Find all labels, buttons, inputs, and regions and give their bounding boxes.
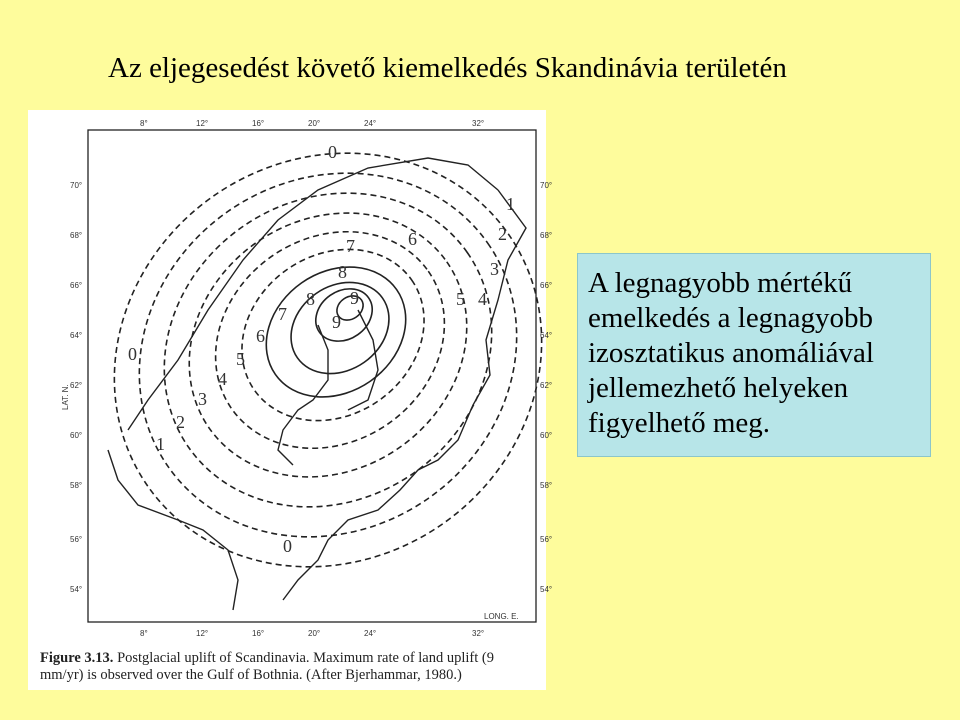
contour-label: 9	[332, 312, 341, 332]
coastline	[108, 158, 526, 610]
lat-tick: 64°	[540, 331, 553, 340]
contour-label: 2	[176, 412, 185, 432]
slide-title: Az eljegesedést követő kiemelkedés Skandinávia területén	[108, 52, 787, 84]
callout-line: A legnagyobb mértékű	[588, 267, 853, 299]
latitude-ticks-left	[70, 181, 82, 594]
contour-label: 0	[128, 344, 137, 364]
lon-tick: 8°	[140, 629, 148, 638]
map-frame	[88, 130, 536, 622]
contour-label: 6	[408, 229, 417, 249]
figure-caption	[40, 650, 540, 684]
contour-3	[138, 159, 519, 530]
contour-label: 7	[346, 236, 355, 256]
lon-tick: 32°	[472, 119, 485, 128]
lon-tick: 24°	[364, 629, 377, 638]
lon-tick: 8°	[140, 119, 148, 128]
contour-label: 0	[283, 536, 292, 556]
lat-tick: 66°	[540, 281, 553, 290]
lat-tick: 66°	[70, 281, 83, 290]
lat-tick: 62°	[540, 381, 553, 390]
lat-tick: 68°	[540, 231, 553, 240]
contour-label: 5	[236, 349, 245, 369]
lat-tick: 62°	[70, 381, 83, 390]
lon-tick: 32°	[472, 629, 485, 638]
contour-label: 4	[478, 289, 487, 309]
lat-tick: 58°	[540, 481, 553, 490]
contour-label: 9	[350, 288, 359, 308]
callout-line: izosztatikus anomáliával	[588, 337, 874, 369]
callout-line: jellemezhető helyeken	[588, 372, 849, 404]
lat-tick: 64°	[70, 331, 83, 340]
callout-text	[588, 266, 874, 441]
contour-label: 1	[156, 434, 165, 454]
caption-text: Postglacial uplift of Scandinavia. Maximum rate of land uplift (9 mm/yr) is observed over the Gulf of Bothnia. (After Bjerhammar, 1980.)	[40, 650, 494, 683]
callout-line: emelkedés a legnagyobb	[588, 302, 874, 334]
contour-8	[306, 278, 383, 352]
callout-line: figyelhető meg.	[588, 407, 771, 439]
contour-label: 5	[456, 289, 465, 309]
lat-tick: 58°	[70, 481, 83, 490]
contour-label: 3	[198, 389, 207, 409]
lat-tick: 60°	[70, 431, 83, 440]
lon-tick: 24°	[364, 119, 377, 128]
contour-label: 8	[306, 289, 315, 309]
longitude-ticks-top	[140, 119, 484, 128]
contour-label: 0	[328, 142, 337, 162]
lat-tick: 54°	[540, 585, 553, 594]
contour-labels	[128, 142, 515, 556]
contour-label: 4	[218, 369, 227, 389]
lat-tick: 56°	[540, 535, 553, 544]
uplift-map	[28, 110, 553, 650]
contour-label: 8	[338, 262, 347, 282]
lon-tick: 20°	[308, 119, 321, 128]
contour-6	[241, 240, 431, 423]
lat-axis-label: LAT. N.	[61, 384, 70, 410]
contour-label: 7	[278, 304, 287, 324]
contour-label: 6	[256, 326, 265, 346]
latitude-ticks-right	[540, 181, 552, 594]
lat-tick: 70°	[70, 181, 83, 190]
contour-label: 2	[498, 224, 507, 244]
contour-label: 1	[506, 194, 515, 214]
uplift-contours-solid	[241, 240, 431, 423]
contour-label: 3	[490, 259, 499, 279]
lon-tick: 12°	[196, 119, 209, 128]
uplift-map-figure	[28, 110, 553, 690]
lon-tick: 20°	[308, 629, 321, 638]
lat-tick: 56°	[70, 535, 83, 544]
lon-tick: 16°	[252, 119, 265, 128]
lat-tick: 60°	[540, 431, 553, 440]
lon-tick: 16°	[252, 629, 265, 638]
lon-tick: 12°	[196, 629, 209, 638]
callout-box	[577, 253, 931, 457]
lat-tick: 68°	[70, 231, 83, 240]
longitude-ticks-bottom	[140, 629, 484, 638]
lon-axis-label: LONG. E.	[484, 612, 519, 621]
lat-tick: 70°	[540, 181, 553, 190]
lat-tick: 54°	[70, 585, 83, 594]
caption-label: Figure 3.13.	[40, 650, 114, 666]
